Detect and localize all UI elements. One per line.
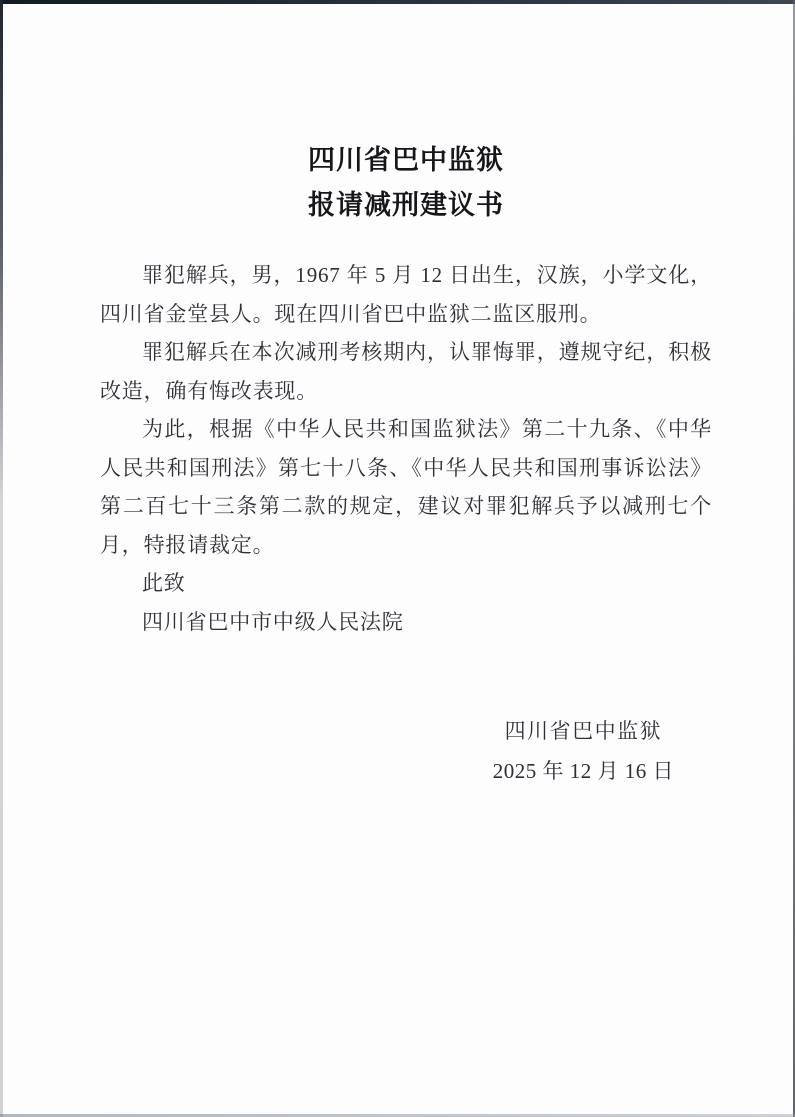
paragraph-performance: 罪犯解兵在本次减刑考核期内，认罪悔罪，遵规守纪，积极改造，确有悔改表现。 xyxy=(100,340,712,403)
title-line-org: 四川省巴中监狱 xyxy=(308,145,504,175)
scan-edge-left xyxy=(0,0,3,1117)
signature-block xyxy=(493,711,674,791)
document-title xyxy=(100,138,712,228)
salute-line: 此致 xyxy=(142,571,186,595)
scan-edge-top xyxy=(0,0,795,4)
paragraph-offender-info: 罪犯解兵，男，1967 年 5 月 12 日出生，汉族，小学文化，四川省金堂县人。现在四川省巴中监狱二监区服刑。 xyxy=(100,263,712,326)
paragraph-legal-basis: 为此，根据《中华人民共和国监狱法》第二十九条、《中华人民共和国刑法》第七十八条、《中华人民共和国刑事诉讼法》第二百七十三条第二款的规定，建议对罪犯解兵予以减刑七个月，特报请裁定。 xyxy=(100,417,712,557)
document-paragraphs xyxy=(100,256,712,641)
signature-organization: 四川省巴中监狱 xyxy=(504,719,663,743)
signature-date: 2025 年 12 月 16 日 xyxy=(492,759,674,783)
title-line-doctype: 报请减刑建议书 xyxy=(308,190,504,220)
document-body xyxy=(100,138,712,791)
recipient-court: 四川省巴中市中级人民法院 xyxy=(142,609,404,634)
